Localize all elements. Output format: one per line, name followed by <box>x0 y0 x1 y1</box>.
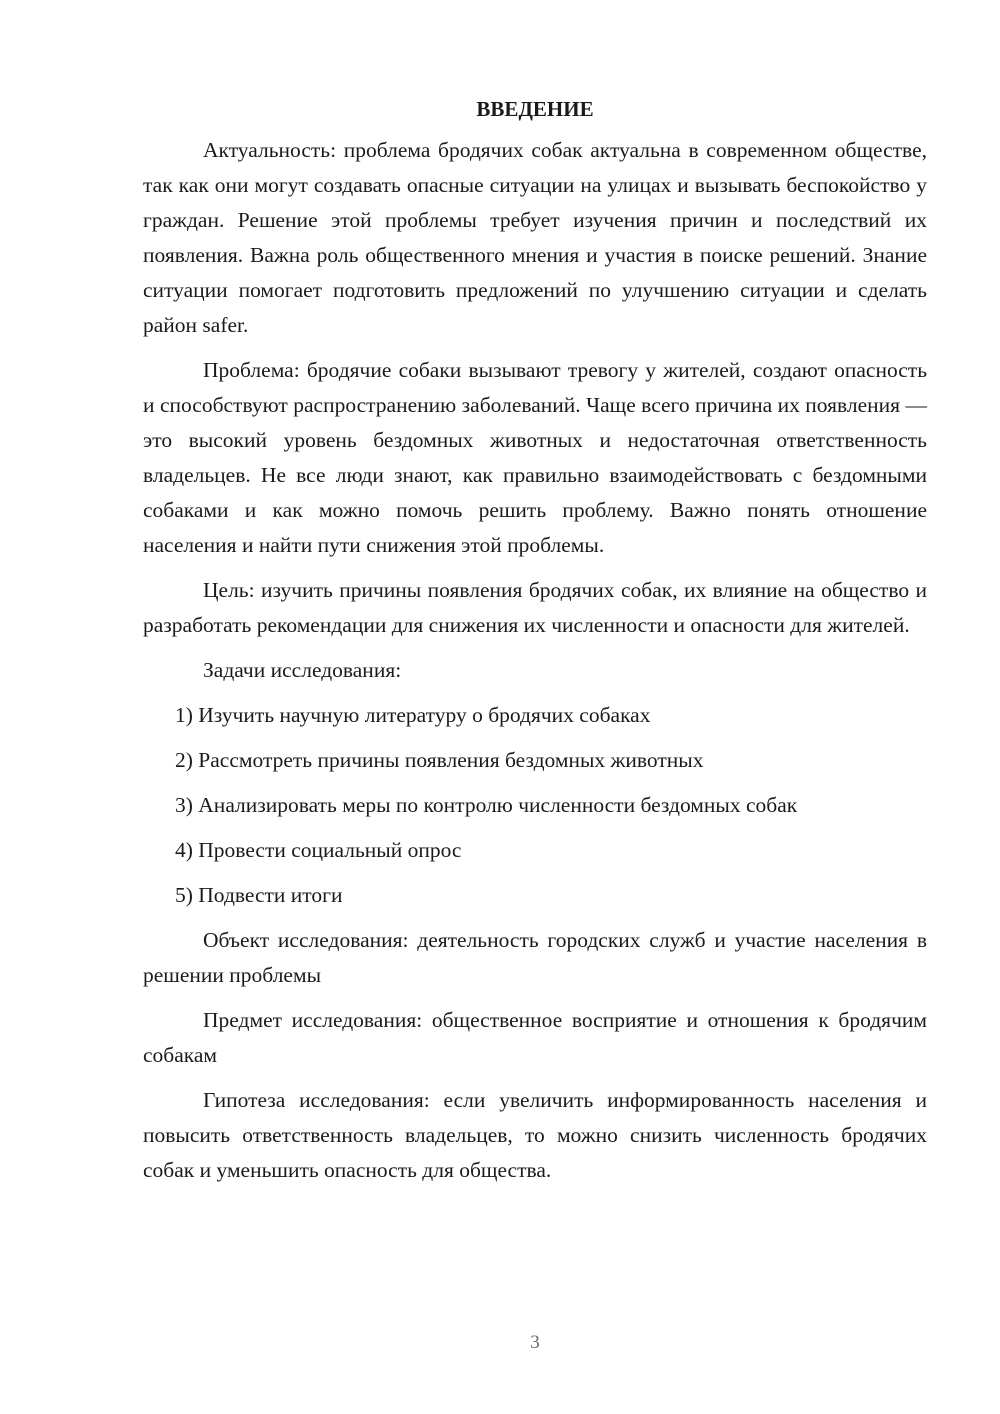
hypothesis-paragraph: Гипотеза исследования: если увеличить информированность населения и повысить ответственность владельцев, то можно снизить численность бродячих собак и уменьшить опасность для общества. <box>143 1088 927 1182</box>
task-item: 4) Провести социальный опрос <box>175 838 462 862</box>
relevance-paragraph: Актуальность: проблема бродячих собак актуальна в современном обществе, так как они могут создавать опасные ситуации на улицах и вызывать беспокойство у граждан. Решение этой проблемы требует изучения причин и последствий их появления. Важна роль общественного мнения и участия в поиске решений. Знание ситуации помогает подготовить предложений по улучшению ситуации и сделать район safer. <box>143 138 927 337</box>
subject-paragraph: Предмет исследования: общественное восприятие и отношения к бродячим собакам <box>143 1008 927 1067</box>
task-item: 5) Подвести итоги <box>175 883 343 907</box>
tasks-heading: Задачи исследования: <box>203 658 402 682</box>
task-item: 2) Рассмотреть причины появления бездомных животных <box>175 748 704 772</box>
document-page <box>143 92 927 1198</box>
object-paragraph: Объект исследования: деятельность городских служб и участие населения в решении проблемы <box>143 928 927 987</box>
task-item: 1) Изучить научную литературу о бродячих собаках <box>175 703 651 727</box>
page-number: 3 <box>530 1332 540 1353</box>
problem-paragraph: Проблема: бродячие собаки вызывают тревогу у жителей, создают опасность и способствуют распространению заболеваний. Чаще всего причина их появления — это высокий уровень бездомных животных и недостаточная ответственность владельцев. Не все люди знают, как правильно взаимодействовать с бездомными собаками и как можно помочь решить проблему. Важно понять отношение населения и найти пути снижения этой проблемы. <box>143 358 927 557</box>
goal-paragraph: Цель: изучить причины появления бродячих собак, их влияние на общество и разработать рекомендации для снижения их численности и опасности для жителей. <box>143 578 927 637</box>
task-list <box>143 698 927 913</box>
task-item: 3) Анализировать меры по контролю численности бездомных собак <box>175 793 798 817</box>
section-title: ВВЕДЕНИЕ <box>476 97 594 121</box>
